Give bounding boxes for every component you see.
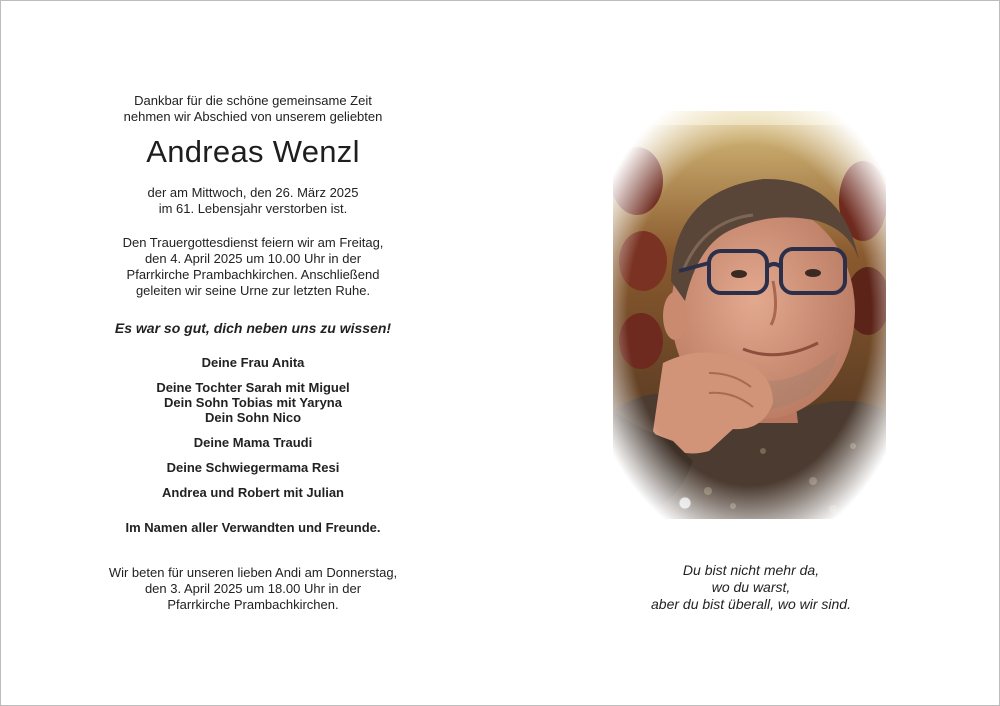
memorial-quote	[613, 562, 889, 613]
prayer-info-line: den 3. April 2025 um 18.00 Uhr in der	[144, 581, 362, 596]
deceased-name: Andreas Wenzl	[146, 134, 360, 169]
death-notice-line: der am Mittwoch, den 26. März 2025	[147, 185, 359, 200]
mourner-daughter: Deine Tochter Sarah mit Miguel	[156, 380, 350, 395]
death-notice-line: im 61. Lebensjahr verstorben ist.	[158, 201, 348, 216]
quote-line: wo du warst,	[711, 579, 791, 595]
mourner-wife: Deine Frau Anita	[201, 355, 305, 370]
funeral-info-line: Den Trauergottesdienst feiern wir am Freitag,	[122, 235, 384, 250]
funeral-info-line: geleiten wir seine Urne zur letzten Ruhe.	[135, 283, 371, 298]
mourner-mother: Deine Mama Traudi	[193, 435, 313, 450]
death-notice	[73, 185, 433, 217]
text-column	[73, 93, 433, 613]
funeral-info-line: Pfarrkirche Prambachkirchen. Anschließend	[126, 267, 380, 282]
prayer-info-line: Wir beten für unseren lieben Andi am Donnerstag,	[108, 565, 398, 580]
intro-text	[73, 93, 433, 125]
funeral-info-line: den 4. April 2025 um 10.00 Uhr in der	[144, 251, 362, 266]
mourner-others: Andrea und Robert mit Julian	[161, 485, 344, 500]
quote-line: aber du bist überall, wo wir sind.	[651, 596, 851, 612]
intro-line: Dankbar für die schöne gemeinsame Zeit	[134, 93, 372, 108]
prayer-info-line: Pfarrkirche Prambachkirchen.	[167, 597, 339, 612]
mourner-son: Dein Sohn Tobias mit Yaryna	[164, 395, 342, 410]
motto: Es war so gut, dich neben uns zu wissen!	[114, 320, 392, 336]
quote-line: Du bist nicht mehr da,	[682, 562, 820, 578]
portrait-photo	[613, 111, 886, 519]
intro-line: nehmen wir Abschied von unserem geliebten	[123, 109, 383, 124]
funeral-info	[73, 235, 433, 299]
mourner-son: Dein Sohn Nico	[204, 410, 302, 425]
mourner-relatives: Im Namen aller Verwandten und Freunde.	[125, 520, 381, 535]
portrait-illustration	[613, 111, 886, 519]
prayer-info	[73, 565, 433, 613]
mourners-list	[73, 355, 433, 535]
mourner-mother-in-law: Deine Schwiegermama Resi	[166, 460, 340, 475]
